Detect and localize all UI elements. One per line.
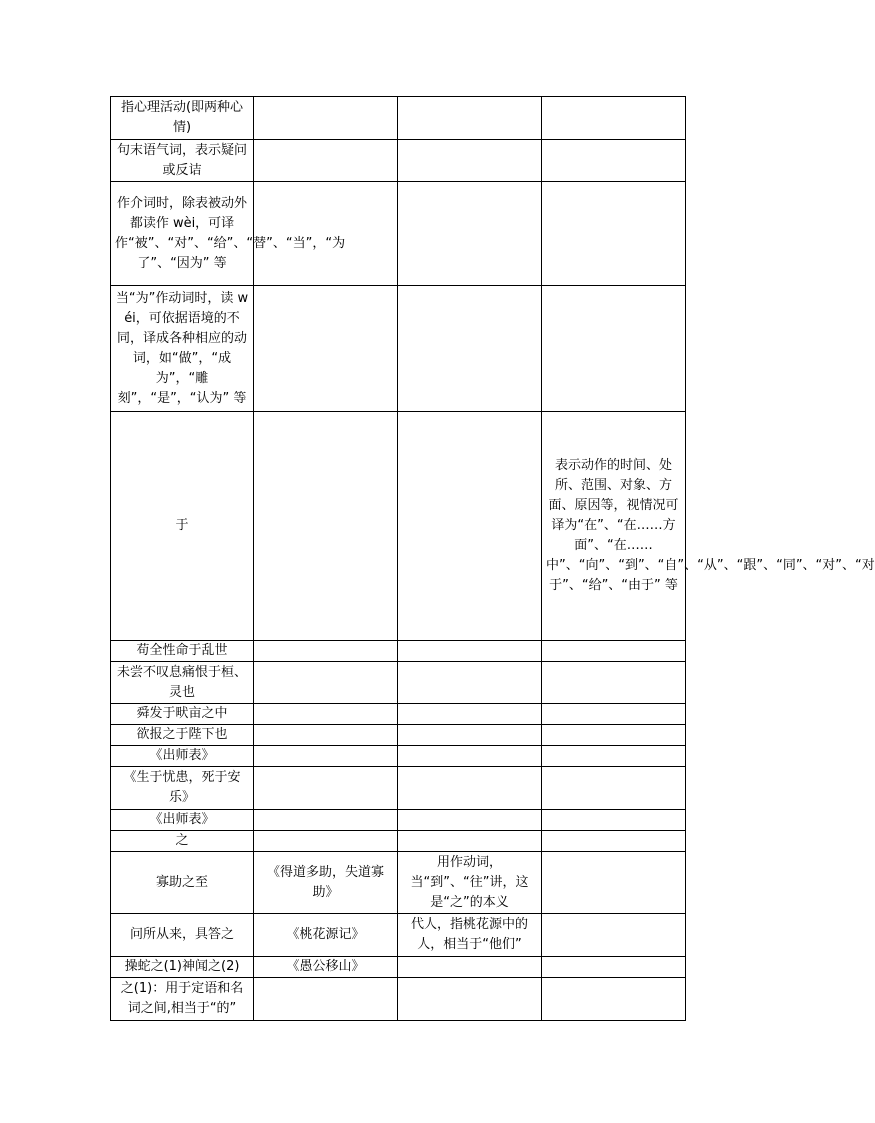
table-cell [542,852,686,914]
table-cell: 《桃花源记》 [254,914,398,957]
table-row [111,182,686,286]
table-cell [254,767,398,810]
table-cell: 作介词时，除表被动外都读作 wèi，可译作“被”、“对”、“给”、“替”、“当”，“为了”、“因为” 等 [111,182,254,286]
table-cell [542,725,686,746]
table-cell [398,286,542,412]
table-cell [254,978,398,1021]
table-cell [542,978,686,1021]
table-cell [542,641,686,662]
table-cell: 之 [111,831,254,852]
vocabulary-table [110,96,875,1021]
table-cell [254,182,398,286]
table-cell [254,831,398,852]
table-cell [542,140,686,182]
table-cell [542,182,686,286]
table-row [111,641,686,662]
table-cell [398,97,542,140]
table-row [111,810,686,831]
table-row [111,140,686,182]
table-cell: 《出师表》 [111,746,254,767]
table-cell [254,97,398,140]
table-cell: 苟全性命于乱世 [111,641,254,662]
table-cell [398,662,542,704]
table-cell: 《得道多助，失道寡助》 [254,852,398,914]
table-cell [254,725,398,746]
table-row [111,97,686,140]
table-cell [398,831,542,852]
table-cell [398,140,542,182]
table-row [111,704,686,725]
table-cell [542,767,686,810]
table-cell [398,412,542,641]
table-cell: 问所从来，具答之 [111,914,254,957]
table-cell [254,746,398,767]
table-cell [398,725,542,746]
table-row [111,852,686,914]
table-row [111,725,686,746]
table-cell: 表示动作的时间、处所、范围、对象、方面、原因等，视情况可译为“在”、“在……方面”、“在……中”、“向”、“到”、“自”、“从”、“跟”、“同”、“对”、“对于”、“给”、“由于” 等 [542,412,686,641]
table-row [111,978,686,1021]
table-cell [542,746,686,767]
table-row [111,662,686,704]
table-cell [254,140,398,182]
table-cell [254,286,398,412]
table-cell [542,704,686,725]
table-cell [254,810,398,831]
table-cell: 未尝不叹息痛恨于桓、灵也 [111,662,254,704]
table-cell [542,914,686,957]
table-row [111,412,686,641]
table-row [111,286,686,412]
table-cell: 寡助之至 [111,852,254,914]
table-cell: 欲报之于陛下也 [111,725,254,746]
table-cell [254,641,398,662]
table-cell [542,810,686,831]
table-cell [398,978,542,1021]
table-cell: 于 [111,412,254,641]
table-cell: 句末语气词，表示疑问或反诘 [111,140,254,182]
table-cell [398,746,542,767]
table-cell: 操蛇之(1)神闻之(2) [111,957,254,978]
table-cell: 《愚公移山》 [254,957,398,978]
table-row [111,746,686,767]
table-cell: 用作动词，当“到”、“往”讲，这是“之”的本义 [398,852,542,914]
table-row [111,767,686,810]
table-cell [542,97,686,140]
table-cell [542,957,686,978]
table-cell: 指心理活动(即两种心情) [111,97,254,140]
table-body [111,97,875,1021]
table-cell [398,810,542,831]
table-cell [398,182,542,286]
table-cell [542,662,686,704]
table-cell [398,641,542,662]
table-row [111,831,686,852]
table-cell: 《生于忧患，死于安乐》 [111,767,254,810]
table-row [111,914,686,957]
table-cell: 舜发于畎亩之中 [111,704,254,725]
table-cell [398,957,542,978]
table-cell: 之(1)：用于定语和名词之间,相当于“的” [111,978,254,1021]
table-cell [254,662,398,704]
table-cell [542,831,686,852]
table-cell: 《出师表》 [111,810,254,831]
table-cell [254,704,398,725]
table-cell [398,704,542,725]
table-row [111,957,686,978]
table-cell: 当“为”作动词时，读 wéi，可依据语境的不同，译成各种相应的动词，如“做”，“成为”，“雕刻”，“是”，“认为” 等 [111,286,254,412]
table-cell [542,286,686,412]
table-cell: 代人，指桃花源中的人，相当于“他们” [398,914,542,957]
table-cell [254,412,398,641]
table-cell [398,767,542,810]
